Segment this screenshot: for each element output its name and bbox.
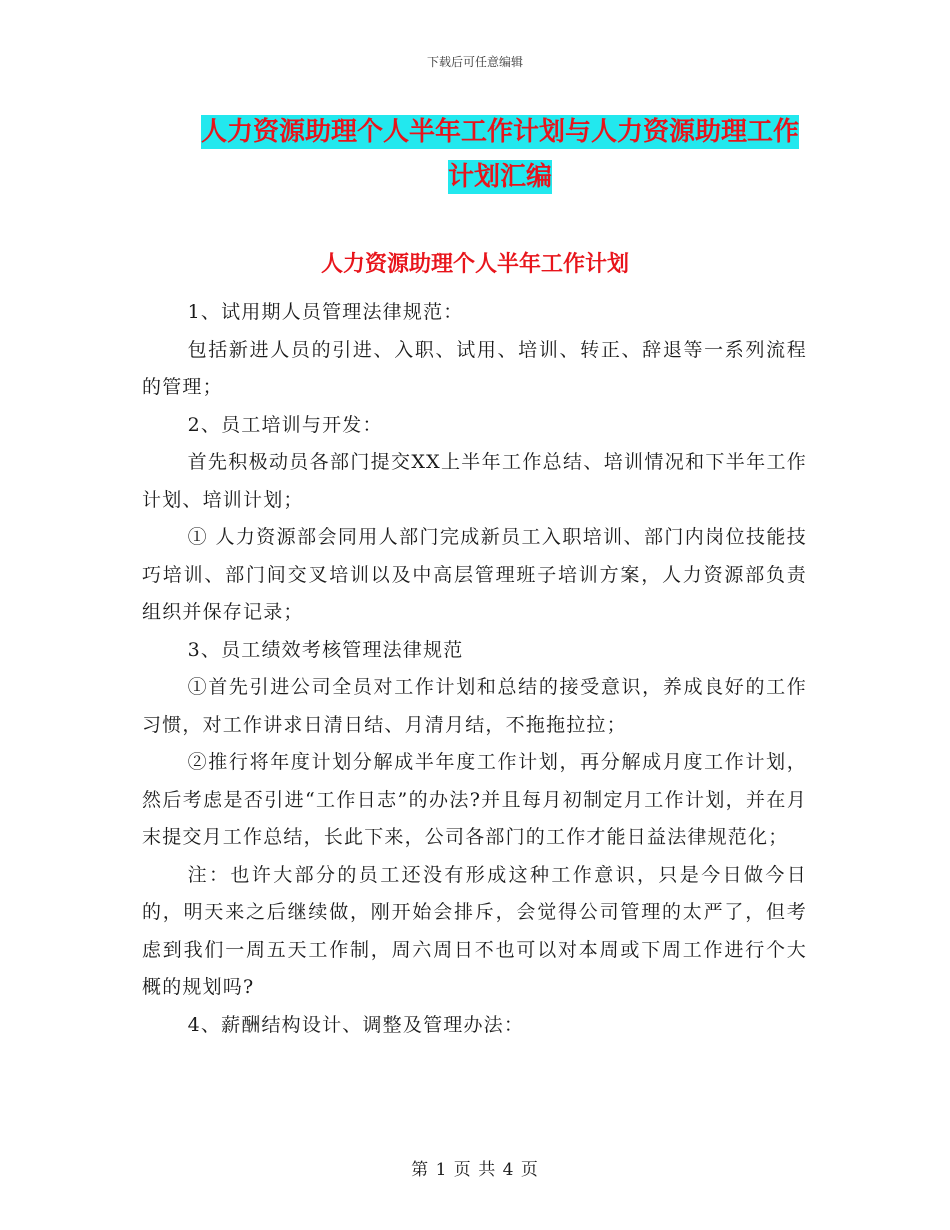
paragraph: 首先积极动员各部门提交XX上半年工作总结、培训情况和下半年工作计划、培训计划； xyxy=(142,451,807,511)
paragraph: ①首先引进公司全员对工作计划和总结的接受意识，养成良好的工作习惯，对工作讲求日清日结、月清月结，不拖拖拉拉； xyxy=(142,676,807,736)
paragraph: 2、员工培训与开发： xyxy=(187,413,383,436)
title-line-2: 计划汇编 xyxy=(447,162,552,192)
section-title: 人力资源助理个人半年工作计划 xyxy=(320,252,629,277)
document-title xyxy=(150,110,850,200)
header-note: 下载后可任意编辑 xyxy=(426,55,523,69)
paragraph: 3、员工绩效考核管理法律规范 xyxy=(187,638,464,661)
paragraph: 1、试用期人员管理法律规范： xyxy=(187,301,464,323)
paragraph: 包括新进人员的引进、入职、试用、培训、转正、辞退等一系列流程的管理； xyxy=(142,338,807,398)
page-footer: 第 1 页 共 4 页 xyxy=(411,1160,539,1180)
paragraph: ① 人力资源部会同用人部门完成新员工入职培训、部门内岗位技能技巧培训、部门间交叉培训以及中高层管理班子培训方案，人力资源部负责组织并保存记录； xyxy=(142,526,807,623)
document-body xyxy=(142,294,807,1044)
title-line-1: 人力资源助理个人半年工作计划与人力资源助理工作 xyxy=(200,117,799,147)
paragraph: 注：也许大部分的员工还没有形成这种工作意识，只是今日做今日的，明天来之后继续做，刚开始会排斥，会觉得公司管理的太严了，但考虑到我们一周五天工作制，周六周日不也可以对本周或下周工作进行个大概的规划吗? xyxy=(142,863,807,998)
paragraph: 4、薪酬结构设计、调整及管理办法： xyxy=(187,1013,525,1036)
paragraph: ②推行将年度计划分解成半年度工作计划，再分解成月度工作计划，然后考虑是否引进“工作日志”的办法?并且每月初制定月工作计划，并在月末提交月工作总结，长此下来，公司各部门的工作才能日益法律规范化； xyxy=(142,751,807,848)
